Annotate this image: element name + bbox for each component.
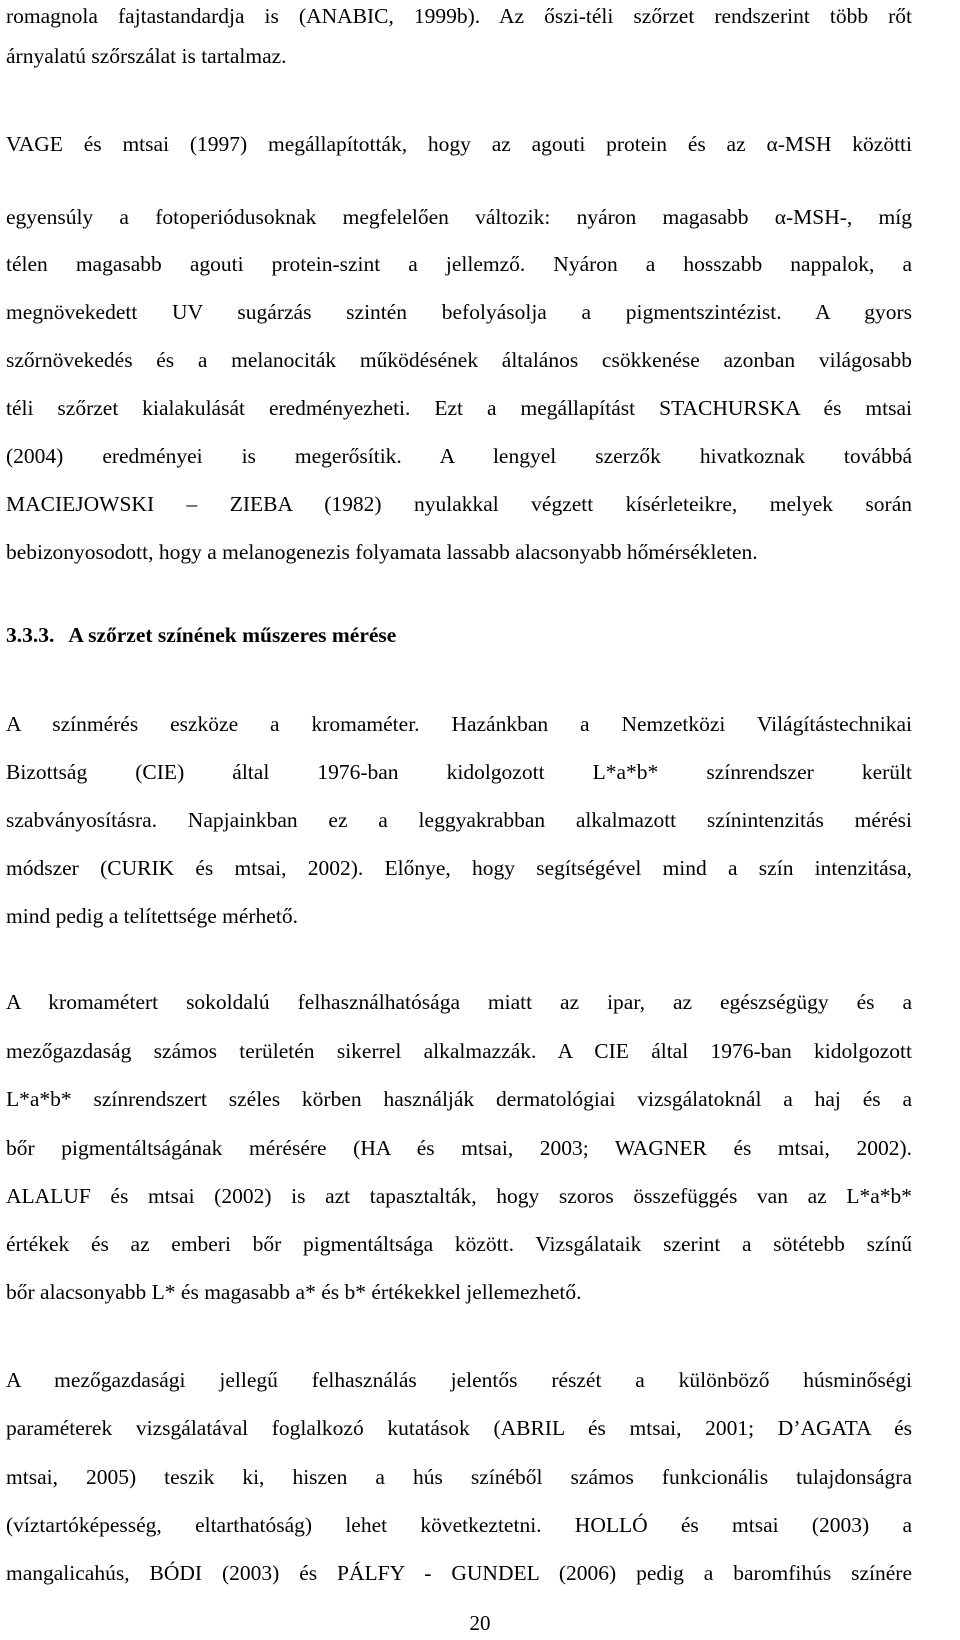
text-line: A mezőgazdasági jellegű felhasználás jelentős részét a különböző húsminőségi [6,1368,912,1392]
text-line: mangalicahús, BÓDI (2003) és PÁLFY - GUNDEL (2006) pedig a baromfihús színére [6,1561,912,1585]
section-number: 3.3.3. [6,623,55,647]
text-line: MACIEJOWSKI – ZIEBA (1982) nyulakkal végzett kísérleteikre, melyek során [6,492,912,516]
text-line: bőr alacsonyabb L* és magasabb a* és b* értékekkel jellemezhető. [6,1280,582,1304]
text-line: VAGE és mtsai (1997) megállapították, hogy az agouti protein és az α-MSH közötti [6,132,912,156]
page-number: 20 [469,1611,491,1635]
text-line: egyensúly a fotoperiódusoknak megfelelően változik: nyáron magasabb α-MSH-, míg [6,205,912,229]
text-line: módszer (CURIK és mtsai, 2002). Előnye, hogy segítségével mind a szín intenzitása, [6,856,912,880]
text-line: árnyalatú szőrszálat is tartalmaz. [6,44,287,68]
text-line: (víztartóképesség, eltarthatóság) lehet következtetni. HOLLÓ és mtsai (2003) a [6,1513,912,1537]
text-line: Bizottság (CIE) által 1976-ban kidolgozott L*a*b* színrendszer került [6,760,912,784]
text-line: szabványosításra. Napjainkban ez a leggyakrabban alkalmazott színintenzitás mérési [6,808,912,832]
text-line: (2004) eredményei is megerősítik. A lengyel szerzők hivatkoznak továbbá [6,444,912,468]
text-line: mind pedig a telítettsége mérhető. [6,904,298,928]
text-line: A kromamétert sokoldalú felhasználhatósága miatt az ipar, az egészségügy és a [6,990,912,1014]
text-line: télen magasabb agouti protein-szint a jellemző. Nyáron a hosszabb nappalok, a [6,252,912,276]
text-line: bőr pigmentáltságának mérésére (HA és mtsai, 2003; WAGNER és mtsai, 2002). [6,1136,912,1160]
text-line: értékek és az emberi bőr pigmentáltsága között. Vizsgálataik szerint a sötétebb színű [6,1232,912,1256]
text-line: mtsai, 2005) teszik ki, hiszen a hús színéből számos funkcionális tulajdonságra [6,1465,912,1489]
text-line: bebizonyosodott, hogy a melanogenezis folyamata lassabb alacsonyabb hőmérsékleten. [6,540,758,564]
section-title: A szőrzet színének műszeres mérése [68,623,397,647]
text-line: A színmérés eszköze a kromaméter. Hazánkban a Nemzetközi Világítástechnikai [6,712,912,736]
text-line: szőrnövekedés és a melanociták működésének általános csökkenése azonban világosabb [6,348,912,372]
text-line: téli szőrzet kialakulását eredményezheti. Ezt a megállapítást STACHURSKA és mtsai [6,396,912,420]
text-line: mezőgazdaság számos területén sikerrel alkalmazzák. A CIE által 1976-ban kidolgozott [6,1039,912,1063]
text-line: romagnola fajtastandardja is (ANABIC, 1999b). Az őszi-téli szőrzet rendszerint több rőt [6,4,912,28]
section-heading [6,620,396,650]
text-line: paraméterek vizsgálatával foglalkozó kutatások (ABRIL és mtsai, 2001; D’AGATA és [6,1416,912,1440]
text-line: megnövekedett UV sugárzás szintén befolyásolja a pigmentszintézist. A gyors [6,300,912,324]
text-line: L*a*b* színrendszert széles körben használják dermatológiai vizsgálatoknál a haj és a [6,1087,912,1111]
text-line: ALALUF és mtsai (2002) is azt tapasztalták, hogy szoros összefüggés van az L*a*b* [6,1184,912,1208]
